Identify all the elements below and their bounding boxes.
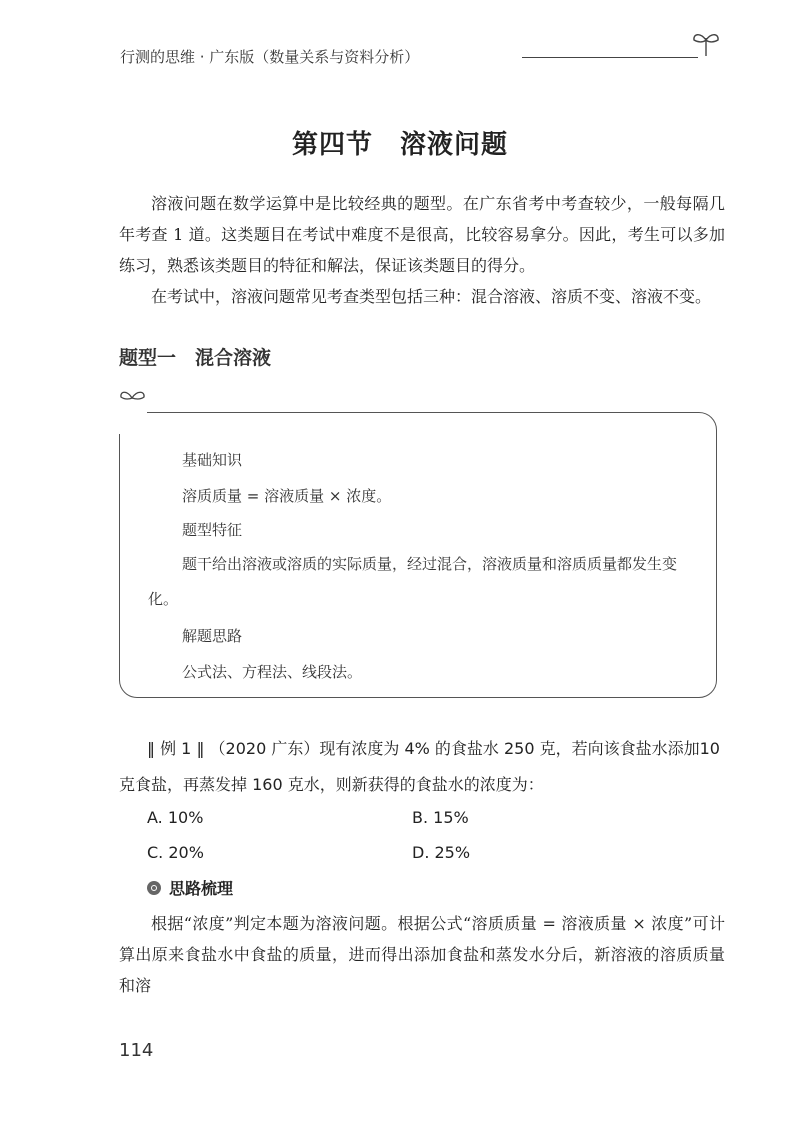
option-a: A. 10%	[147, 808, 204, 827]
option-c: C. 20%	[147, 843, 204, 862]
running-header	[120, 44, 720, 72]
box-corner-gap	[117, 410, 147, 434]
analysis-heading	[147, 876, 233, 899]
analysis-heading-text: 思路梳理	[169, 879, 234, 898]
page-number: 114	[119, 1040, 154, 1061]
section-title: 第四节 溶液问题	[291, 130, 508, 160]
analysis-circle-icon	[147, 881, 161, 895]
intro-paragraph-1: 溶液问题在数学运算中是比较经典的题型。在广东省考中考查较少，一般每隔几年考查 1 道。这类题目在考试中难度不是很高，比较容易拿分。因此，考生可以多加练习，熟悉该类题目的特征和解法，保证该类题目的得分。	[119, 194, 725, 275]
example-text: （2020 广东）现有浓度为 4% 的食盐水 250 克，若向该食盐水添加10 克食盐，再蒸发掉 160 克水，则新获得的食盐水的浓度为：	[119, 739, 720, 794]
feature-heading: 题型特征	[182, 521, 243, 539]
option-b: B. 15%	[412, 808, 469, 827]
example-question	[119, 731, 725, 803]
analysis-text: 根据“浓度”判定本题为溶液问题。根据公式“溶质质量 = 溶液质量 × 浓度”可计算出原来食盐水中食盐的质量，进而得出添加食盐和蒸发水分后，新溶液的溶质质量和溶	[119, 914, 725, 995]
formula-text: 溶质质量 = 溶液质量 × 浓度。	[182, 487, 392, 505]
method-heading: 解题思路	[182, 627, 243, 645]
option-d: D. 25%	[412, 843, 471, 862]
method-text: 公式法、方程法、线段法。	[182, 663, 363, 681]
intro-paragraph-2: 在考试中，溶液问题常见考查类型包括三种：混合溶液、溶质不变、溶液不变。	[151, 287, 712, 306]
small-sprout-icon	[118, 388, 148, 406]
header-rule	[522, 57, 698, 58]
running-title: 行测的思维 · 广东版（数量关系与资料分析）	[120, 48, 420, 66]
question-type-title: 题型一 混合溶液	[119, 347, 272, 369]
knowledge-box	[119, 412, 717, 698]
example-label: ‖ 例 1 ‖	[147, 739, 205, 758]
basic-knowledge-heading: 基础知识	[182, 451, 243, 469]
sprout-icon	[690, 28, 722, 58]
feature-text: 题干给出溶液或溶质的实际质量，经过混合，溶液质量和溶质质量都发生变化。	[148, 555, 678, 608]
